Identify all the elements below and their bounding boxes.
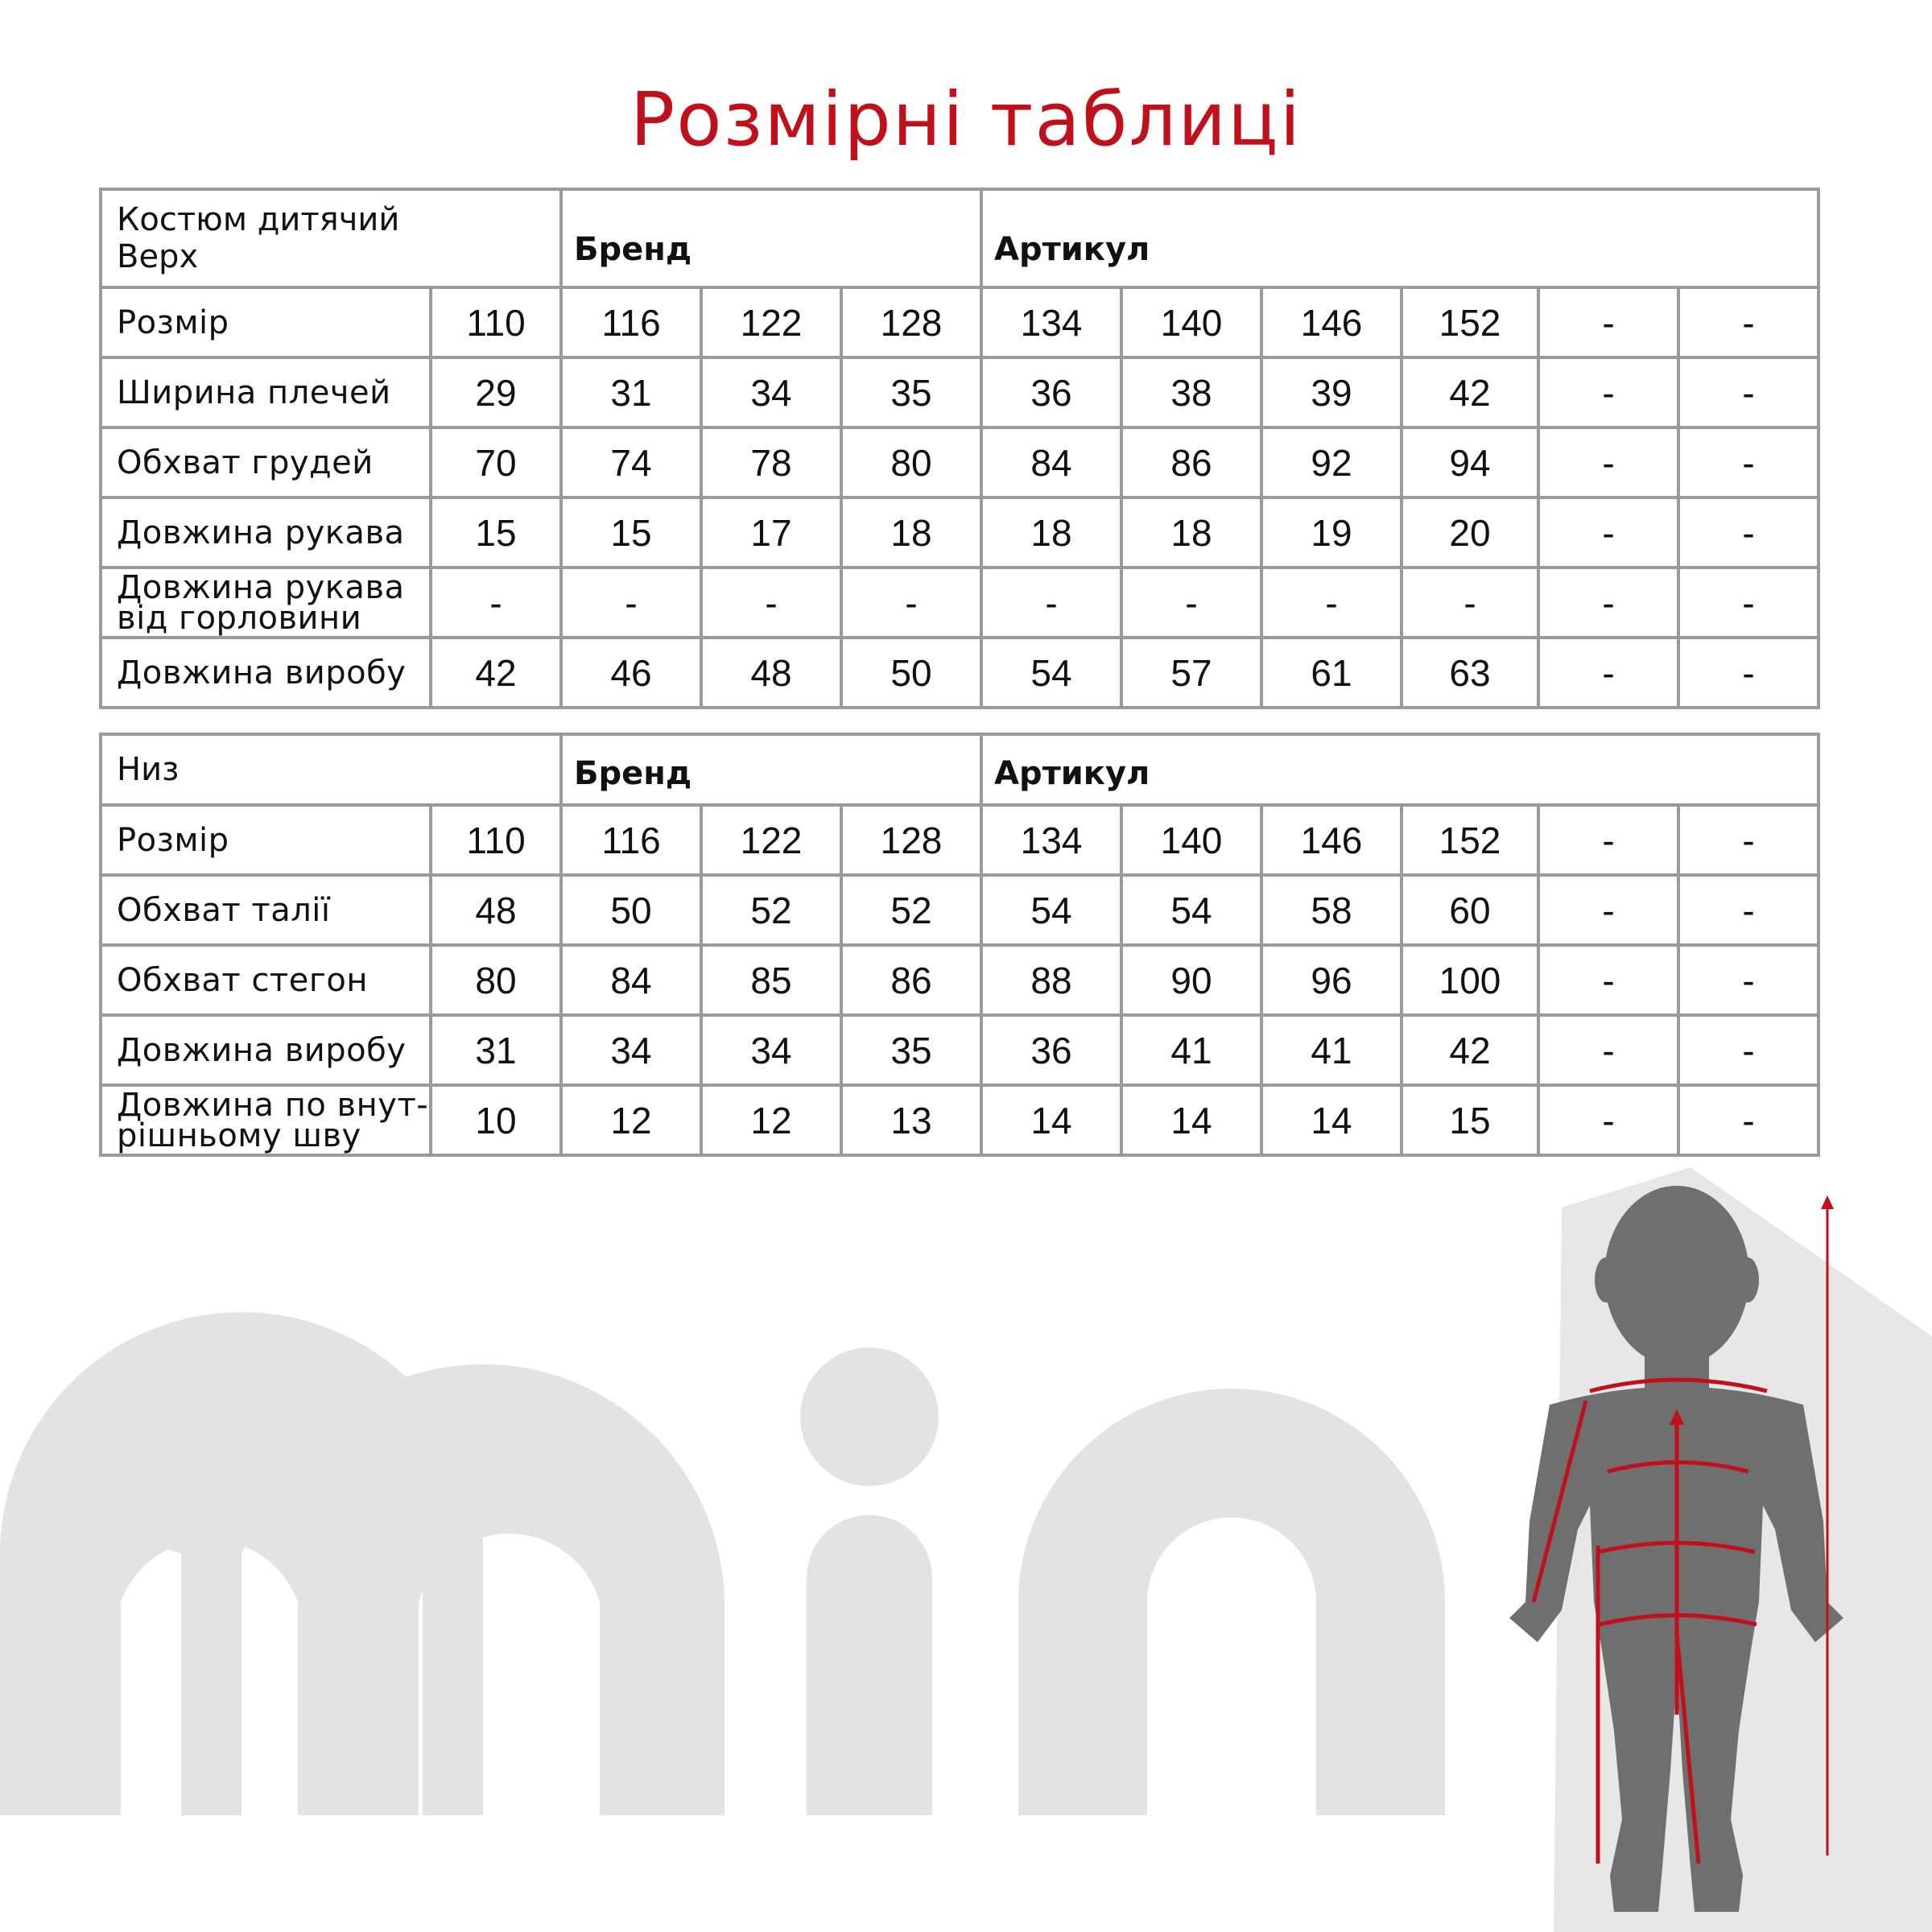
article-label: Артикул <box>981 189 1818 287</box>
size-value-cell: 31 <box>561 357 701 427</box>
size-value-cell: 48 <box>431 875 561 945</box>
size-value-cell: 96 <box>1261 945 1402 1015</box>
size-value-cell: 15 <box>561 497 701 568</box>
size-value-cell: 116 <box>561 805 701 875</box>
size-value-cell: 18 <box>1121 497 1261 568</box>
size-value-cell: 54 <box>981 638 1121 708</box>
size-value-cell: 94 <box>1402 427 1538 497</box>
size-value-cell: 39 <box>1261 357 1402 427</box>
size-value-cell: 50 <box>561 875 701 945</box>
size-value-cell: - <box>431 568 561 638</box>
size-value-cell: - <box>1678 357 1818 427</box>
size-value-cell: - <box>561 568 701 638</box>
size-value-cell: 128 <box>841 287 981 357</box>
size-value-cell: 86 <box>841 945 981 1015</box>
size-value-cell: - <box>1678 1015 1818 1085</box>
row-label: Розмір <box>101 805 431 875</box>
size-value-cell: 61 <box>1261 638 1402 708</box>
row-label: Довжина по внут- рішньому шву <box>101 1085 431 1155</box>
size-value-cell: - <box>1678 805 1818 875</box>
size-value-cell: 57 <box>1121 638 1261 708</box>
size-value-cell: 90 <box>1121 945 1261 1015</box>
size-value-cell: 18 <box>981 497 1121 568</box>
size-value-cell: 152 <box>1402 805 1538 875</box>
table-row <box>101 1015 1818 1085</box>
size-value-cell: 152 <box>1402 287 1538 357</box>
row-label: Обхват талії <box>101 875 431 945</box>
size-value-cell: 78 <box>701 427 841 497</box>
size-value-cell: 54 <box>981 875 1121 945</box>
size-value-cell: 10 <box>431 1085 561 1155</box>
table-category <box>101 734 561 805</box>
size-value-cell: 110 <box>431 287 561 357</box>
size-value-cell: - <box>1538 427 1678 497</box>
size-value-cell: - <box>1678 1085 1818 1155</box>
size-value-cell: 17 <box>701 497 841 568</box>
page-title: Розмірні таблиці <box>630 76 1302 163</box>
size-value-cell: 140 <box>1121 287 1261 357</box>
table-row <box>101 945 1818 1015</box>
size-value-cell: 46 <box>561 638 701 708</box>
size-value-cell: 35 <box>841 1015 981 1085</box>
size-value-cell: - <box>1678 945 1818 1015</box>
size-value-cell: - <box>1678 638 1818 708</box>
size-value-cell: - <box>1538 638 1678 708</box>
table-row <box>101 1085 1818 1155</box>
size-value-cell: 36 <box>981 357 1121 427</box>
size-value-cell: 84 <box>981 427 1121 497</box>
size-value-cell: 42 <box>1402 357 1538 427</box>
size-value-cell: - <box>1538 287 1678 357</box>
table-category <box>101 189 561 287</box>
size-value-cell: 80 <box>841 427 981 497</box>
size-value-cell: 18 <box>841 497 981 568</box>
size-value-cell: 58 <box>1261 875 1402 945</box>
row-label: Розмір <box>101 287 431 357</box>
category-line: Низ <box>117 751 180 788</box>
table-row <box>101 357 1818 427</box>
size-value-cell: 42 <box>1402 1015 1538 1085</box>
size-value-cell: - <box>1261 568 1402 638</box>
article-label: Артикул <box>981 734 1818 805</box>
size-value-cell: 60 <box>1402 875 1538 945</box>
size-value-cell: 63 <box>1402 638 1538 708</box>
row-label: Довжина виробу <box>101 1015 431 1085</box>
row-label: Довжина рукава <box>101 497 431 568</box>
size-value-cell: 52 <box>841 875 981 945</box>
size-value-cell: 140 <box>1121 805 1261 875</box>
size-value-cell: - <box>1121 568 1261 638</box>
table-row <box>101 638 1818 708</box>
size-value-cell: 14 <box>1261 1085 1402 1155</box>
size-value-cell: - <box>1538 945 1678 1015</box>
size-value-cell: 70 <box>431 427 561 497</box>
size-value-cell: 85 <box>701 945 841 1015</box>
size-value-cell: 20 <box>1402 497 1538 568</box>
top-size-table <box>99 188 1820 709</box>
bottom-size-table <box>99 733 1820 1157</box>
table-row <box>101 497 1818 568</box>
size-value-cell: - <box>841 568 981 638</box>
table-header-row <box>101 189 1818 287</box>
size-value-cell: 14 <box>1121 1085 1261 1155</box>
size-value-cell: 88 <box>981 945 1121 1015</box>
size-value-cell: 36 <box>981 1015 1121 1085</box>
size-value-cell: - <box>1678 287 1818 357</box>
row-label: Обхват стегон <box>101 945 431 1015</box>
table-row <box>101 805 1818 875</box>
size-value-cell: 116 <box>561 287 701 357</box>
size-value-cell: - <box>1402 568 1538 638</box>
row-label: Довжина виробу <box>101 638 431 708</box>
size-value-cell: 41 <box>1261 1015 1402 1085</box>
size-value-cell: 12 <box>701 1085 841 1155</box>
bottom-table-body <box>101 805 1818 1155</box>
size-value-cell: 54 <box>1121 875 1261 945</box>
size-value-cell: 86 <box>1121 427 1261 497</box>
size-value-cell: 122 <box>701 805 841 875</box>
size-value-cell: - <box>1538 805 1678 875</box>
size-value-cell: 12 <box>561 1085 701 1155</box>
size-value-cell: 34 <box>701 1015 841 1085</box>
size-value-cell: - <box>981 568 1121 638</box>
size-value-cell: 100 <box>1402 945 1538 1015</box>
size-value-cell: 122 <box>701 287 841 357</box>
table-row <box>101 287 1818 357</box>
size-value-cell: 31 <box>431 1015 561 1085</box>
size-value-cell: 13 <box>841 1085 981 1155</box>
size-value-cell: 80 <box>431 945 561 1015</box>
size-value-cell: 146 <box>1261 287 1402 357</box>
size-value-cell: - <box>1538 568 1678 638</box>
size-value-cell: - <box>1538 875 1678 945</box>
size-value-cell: - <box>1538 1015 1678 1085</box>
row-label: Ширина плечей <box>101 357 431 427</box>
size-value-cell: 48 <box>701 638 841 708</box>
size-value-cell: 134 <box>981 287 1121 357</box>
size-value-cell: 134 <box>981 805 1121 875</box>
size-value-cell: - <box>1678 568 1818 638</box>
size-value-cell: 50 <box>841 638 981 708</box>
size-value-cell: 128 <box>841 805 981 875</box>
category-line: Верх <box>117 238 199 275</box>
top-table-body <box>101 287 1818 708</box>
size-value-cell: 84 <box>561 945 701 1015</box>
size-value-cell: - <box>1678 875 1818 945</box>
size-value-cell: 15 <box>431 497 561 568</box>
size-value-cell: 14 <box>981 1085 1121 1155</box>
size-value-cell: 110 <box>431 805 561 875</box>
table-row <box>101 427 1818 497</box>
size-value-cell: 74 <box>561 427 701 497</box>
size-value-cell: - <box>1538 497 1678 568</box>
size-value-cell: - <box>1678 497 1818 568</box>
size-value-cell: 29 <box>431 357 561 427</box>
size-value-cell: 41 <box>1121 1015 1261 1085</box>
table-row <box>101 875 1818 945</box>
size-value-cell: - <box>1538 357 1678 427</box>
table-header-row <box>101 734 1818 805</box>
brand-label: Бренд <box>561 734 981 805</box>
size-value-cell: 52 <box>701 875 841 945</box>
size-value-cell: 34 <box>701 357 841 427</box>
category-line: Костюм дитячий <box>117 201 400 238</box>
row-label: Обхват грудей <box>101 427 431 497</box>
brand-label: Бренд <box>561 189 981 287</box>
size-value-cell: 35 <box>841 357 981 427</box>
size-value-cell: 15 <box>1402 1085 1538 1155</box>
size-value-cell: 92 <box>1261 427 1402 497</box>
size-value-cell: - <box>1538 1085 1678 1155</box>
size-value-cell: 146 <box>1261 805 1402 875</box>
row-label: Довжина рукава від горловини <box>101 568 431 638</box>
size-value-cell: - <box>701 568 841 638</box>
size-value-cell: - <box>1678 427 1818 497</box>
size-value-cell: 38 <box>1121 357 1261 427</box>
size-value-cell: 19 <box>1261 497 1402 568</box>
size-value-cell: 34 <box>561 1015 701 1085</box>
table-row <box>101 568 1818 638</box>
size-value-cell: 42 <box>431 638 561 708</box>
